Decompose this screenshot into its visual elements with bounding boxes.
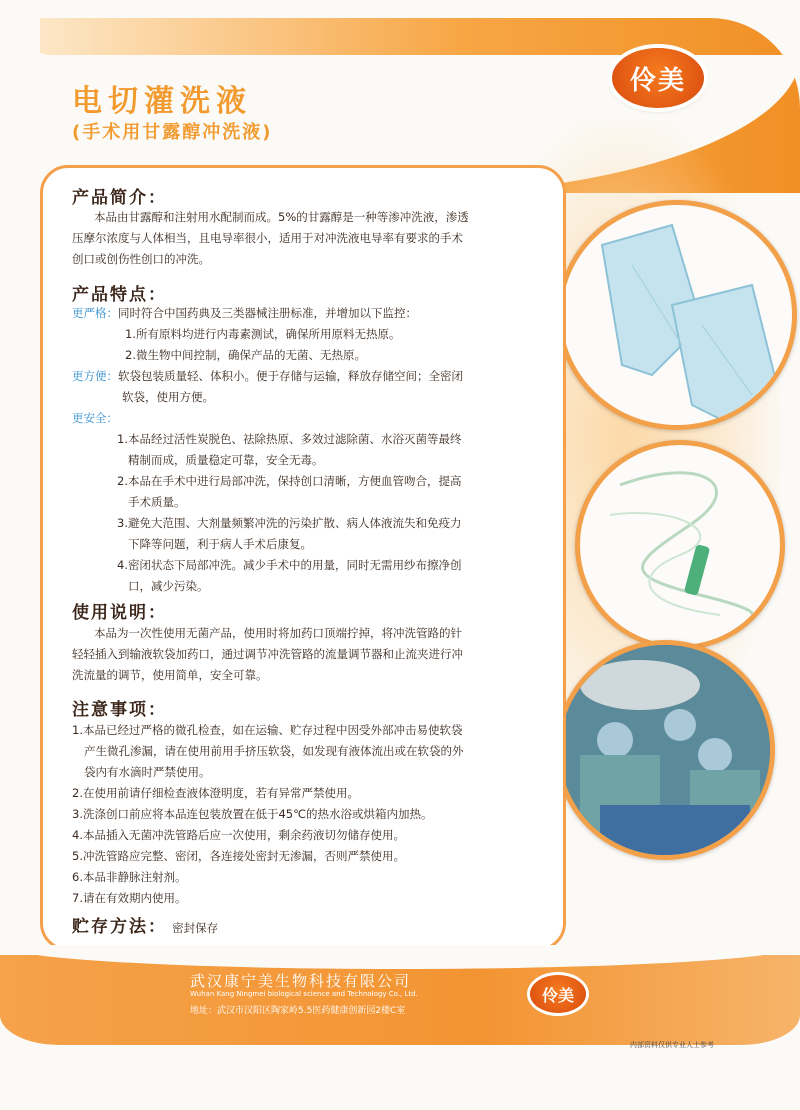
note-line-8: 6.本品非静脉注射剂。 [72, 870, 187, 884]
storage-row [72, 912, 218, 939]
intro-line-2: 压摩尔浓度与人体相当，且电导率很小，适用于对冲洗液电导率有要求的手术 [72, 231, 463, 245]
tubing-illustration [580, 445, 780, 645]
company-name-cn: 武汉康宁美生物科技有限公司 [190, 972, 412, 990]
page-title: 电切灌洗液 [72, 84, 252, 119]
section-heading-notes: 注意事项： [72, 700, 167, 720]
feature-strict-item-2: 2.微生物中间控制，确保产品的无菌、无热原。 [125, 348, 366, 362]
usage-line-3: 洗流量的调节，使用简单，安全可靠。 [72, 668, 268, 682]
company-name-en: Wuhan Kang Ningmei biological science and Technology Co., Ltd. [190, 990, 418, 998]
intro-line-3: 创口或创伤性创口的冲洗。 [72, 252, 210, 266]
feature-convenient-row [72, 366, 463, 387]
internal-note: 内部资料仅供专业人士参考 [630, 1041, 714, 1049]
feature-convenient-text-2: 软袋，使用方便。 [122, 390, 214, 404]
feature-convenient-text: 软袋包装质量轻、体积小。便于存储与运输，释放存储空间；全密闭 [118, 369, 463, 383]
feature-convenient-label: 更方便： [72, 369, 118, 383]
feature-safe-item-2a: 2.本品在手术中进行局部冲洗，保持创口清晰，方便血管吻合，提高 [117, 474, 462, 488]
feature-safe-item-4a: 4.密闭状态下局部冲洗。减少手术中的用量，同时无需用纱布擦净创 [117, 558, 462, 572]
feature-safe-item-3a: 3.避免大范围、大剂量频繁冲洗的污染扩散、病人体液流失和免疫力 [117, 516, 462, 530]
product-bags-image [557, 200, 797, 430]
usage-line-2: 轻轻插入到输液软袋加药口，通过调节冲洗管路的流量调节器和止流夹进行冲 [72, 647, 463, 661]
feature-strict-row [72, 303, 417, 324]
section-heading-intro: 产品简介： [72, 188, 167, 208]
note-line-3: 袋内有水滴时严禁使用。 [84, 765, 211, 779]
feature-safe-item-1a: 1.本品经过活性炭脱色、祛除热原、多效过滤除菌、水浴灭菌等最终 [117, 432, 462, 446]
surgery-photo [555, 640, 775, 860]
company-address: 地址：武汉市汉阳区陶家岭5.5医药健康创新园2楼C室 [190, 1006, 406, 1016]
usage-line-1: 本品为一次性使用无菌产品，使用时将加药口顶端拧掉，将冲洗管路的针 [94, 626, 462, 640]
surgery-illustration [560, 645, 770, 855]
feature-safe-item-2b: 手术质量。 [128, 495, 186, 509]
note-line-4: 2.在使用前请仔细检查液体澄明度，若有异常严禁使用。 [72, 786, 359, 800]
feature-safe-item-3b: 下降等问题，利于病人手术后康复。 [128, 537, 312, 551]
feature-safe-item-4b: 口，减少污染。 [128, 579, 209, 593]
note-line-7: 5.冲洗管路应完整、密闭，各连接处密封无渗漏，否则严禁使用。 [72, 849, 405, 863]
section-heading-storage: 贮存方法： [72, 917, 167, 937]
brand-logo: 伶美 [612, 48, 704, 108]
note-line-5: 3.洗涤创口前应将本品连包装放置在低于45℃的热水浴或烘箱内加热。 [72, 807, 433, 821]
section-heading-features: 产品特点： [72, 285, 167, 305]
feature-strict-item-1: 1.所有原料均进行内毒素测试，确保所用原料无热原。 [125, 327, 401, 341]
intro-line-1: 本品由甘露醇和注射用水配制而成。5%的甘露醇是一种等渗冲洗液，渗透 [94, 210, 469, 224]
section-heading-usage: 使用说明： [72, 603, 167, 623]
note-line-6: 4.本品插入无菌冲洗管路后应一次使用，剩余药液切勿储存使用。 [72, 828, 405, 842]
feature-safe-item-1b: 精制而成，质量稳定可靠，安全无毒。 [128, 453, 324, 467]
feature-strict-text: 同时符合中国药典及三类器械注册标准，并增加以下监控： [118, 306, 417, 320]
tubing-set-image [575, 440, 785, 650]
bags-illustration [562, 205, 792, 425]
note-line-1: 1.本品已经过严格的微孔检查，如在运输、贮存过程中因受外部冲击易使软袋 [72, 723, 463, 737]
note-line-2: 产生微孔渗漏，请在使用前用手挤压软袋，如发现有液体流出或在软袋的外 [84, 744, 464, 758]
storage-text: 密封保存 [172, 921, 219, 935]
page-subtitle: (手术用甘露醇冲洗液) [72, 122, 273, 143]
footer-logo: 伶美 [530, 975, 586, 1013]
feature-safe-label: 更安全： [72, 411, 118, 425]
note-line-9: 7.请在有效期内使用。 [72, 891, 187, 905]
feature-strict-label: 更严格： [72, 306, 118, 320]
